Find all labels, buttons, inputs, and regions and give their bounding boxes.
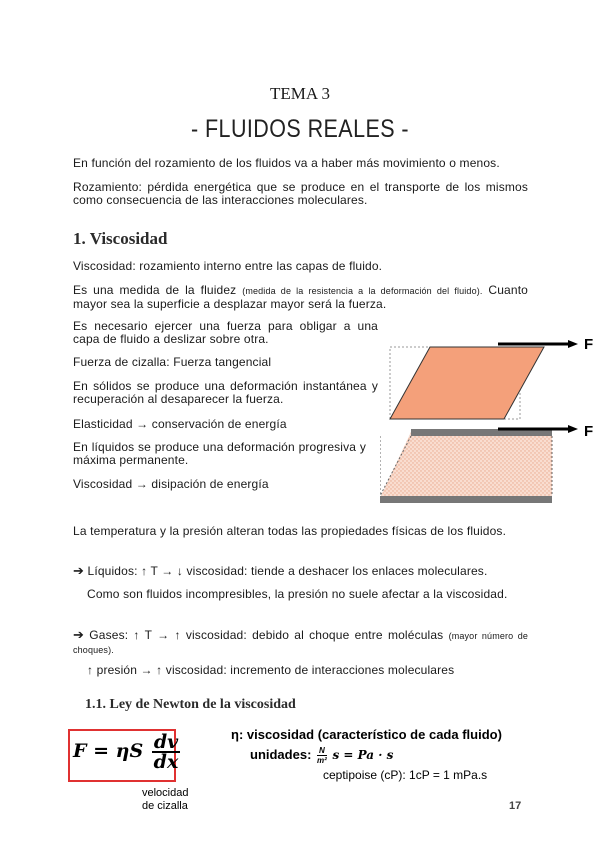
page-title: - FLUIDOS REALES - [190,115,410,143]
newton-formula [73,733,180,771]
units-label: unidades: [250,746,312,762]
topic-number: TEMA 3 [270,84,330,103]
bullet-arrow-icon: ➔ [73,563,85,578]
force-label-top: F [584,336,594,353]
force-arrowhead-bottom [568,425,578,433]
bullet-arrow-icon: ➔ [73,627,85,642]
liquids-bullet-text: Líquidos: ↑ T → ↓ viscosidad: tiende a deshacer los enlaces moleculares. [87,564,488,578]
intro-paragraph-2: Rozamiento: pérdida energética que se produce en el transporte de los mismos como consecuencia de las interacciones moleculares. [73,180,528,207]
liquid-deformation-figure [380,425,578,503]
liquid-bottom-plate [380,496,552,503]
shear-diagram [380,330,600,510]
fluidity-small-note: (medida de la resistencia a la deformación del fluido). [242,286,483,296]
fluidity-main-text: Es una medida de la fluidez [73,283,237,297]
units-line [250,746,393,765]
subsection-heading-newton: 1.1. Ley de Newton de la viscosidad [85,697,296,712]
shear-force-text: Fuerza de cizalla: Fuerza tangencial [73,355,272,369]
formula-fraction [152,733,180,771]
elasticity-text: Elasticidad → conservación de energía [73,417,287,431]
liquids-note: Como son fluidos incompresibles, la presión no suele afectar a la viscosidad. [87,587,508,601]
units-expression: s = Pa · s [332,747,394,762]
force-label-bottom: F [584,423,594,440]
liquids-bullet [73,564,528,578]
eta-definition: η: viscosidad (característico de cada fluido) [231,727,502,742]
gases-note: ↑ presión → ↑ viscosidad: incremento de interacciones moleculares [87,663,455,677]
intro-paragraph-1: En función del rozamiento de los fluidos va a haber más movimiento o menos. [73,156,500,170]
force-paragraph: Es necesario ejercer una fuerza para obligar a una capa de fluido a deslizar sobre otra. [73,319,378,346]
formula-denominator: dx [153,751,179,773]
force-arrowhead-top [568,340,578,348]
units-numerator: N [319,746,325,755]
formula-numerator: dv [153,731,179,753]
solid-deformation-figure [390,340,578,419]
viscosity-definition: Viscosidad: rozamiento interno entre las capas de fluido. [73,259,383,273]
section-heading-viscosidad: 1. Viscosidad [73,229,168,248]
gases-bullet-text: Gases: ↑ T → ↑ viscosidad: debido al choque entre moléculas [89,628,444,642]
gases-small-note: (mayor número de choques). [73,631,529,655]
formula-lhs: F = ηS [73,740,144,762]
gases-bullet [73,628,528,657]
page-number: 17 [509,800,522,812]
temperature-pressure-paragraph: La temperatura y la presión alteran todas las propiedades físicas de los fluidos. [73,524,507,538]
units-fraction [317,746,327,765]
solid-deformed-shape [390,347,544,419]
liquid-fluid-region [380,432,552,498]
units-denominator: m² [317,756,327,765]
shear-rate-label: velocidad de cizalla [142,787,189,812]
liquids-paragraph: En líquidos se produce una deformación progresiva y máxima permanente. [73,440,366,467]
viscosity-dissipation-text: Viscosidad → disipación de energía [73,477,269,491]
fluidity-paragraph [73,284,528,311]
fluidity-rest-text: Cuanto mayor sea la superficie a desplazar mayor será la fuerza. [73,283,529,311]
solids-paragraph: En sólidos se produce una deformación instantánea y recuperación al desaparecer la fuerza. [73,379,378,406]
centipoise-text: ceptipoise (cP): 1cP = 1 mPa.s [323,768,488,782]
